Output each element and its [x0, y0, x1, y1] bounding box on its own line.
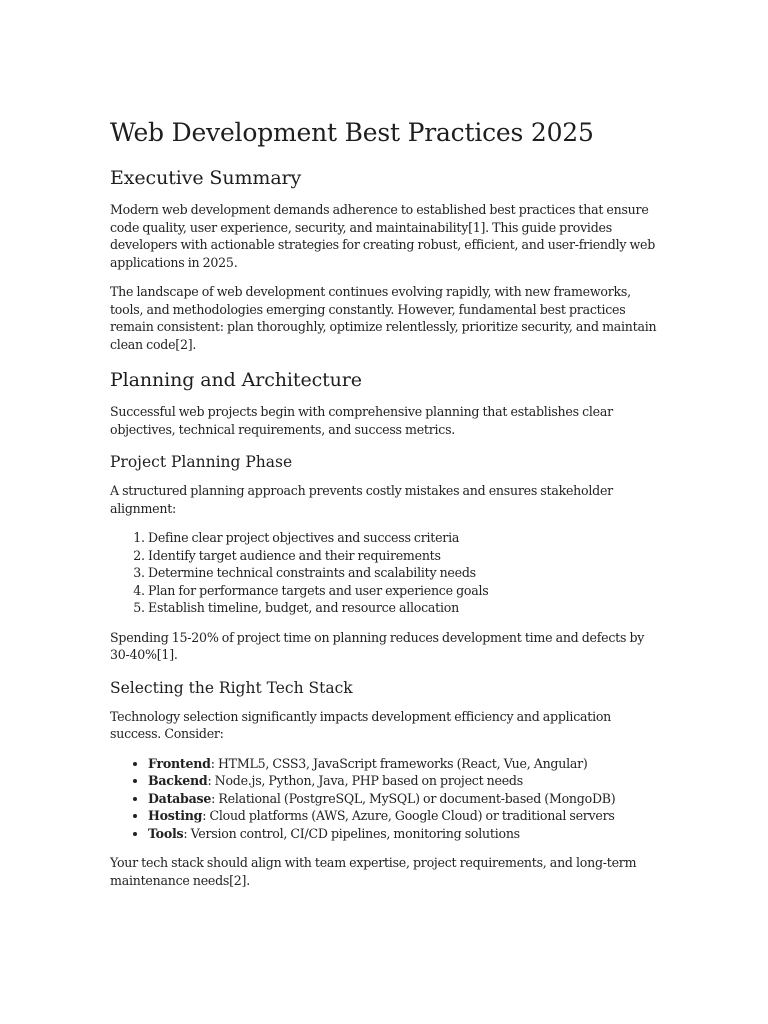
paragraph: A structured planning approach prevents costly mistakes and ensures stakeholder alignment:: [110, 483, 613, 516]
paragraph: The landscape of web development continues evolving rapidly, with new frameworks, tools, and methodologies emerging constantly. However, fundamental best practices remain consistent: plan thoroughly, optimize relentlessly, prioritize security, and maintain clean code[2].: [110, 284, 657, 352]
subsection-heading-tech-stack: Selecting the Right Tech Stack: [110, 678, 353, 697]
list-item: 4. Plan for performance targets and user experience goals: [148, 582, 658, 600]
section-heading-planning: Planning and Architecture: [110, 369, 362, 391]
paragraph: Successful web projects begin with comprehensive planning that establishes clear objectives, technical requirements, and success metrics.: [110, 404, 613, 437]
list-item: 5. Establish timeline, budget, and resource allocation: [148, 599, 658, 617]
bullet-list-tech-stack: [110, 755, 658, 843]
list-item-desc: : Cloud platforms (AWS, Azure, Google Cloud) or traditional servers: [202, 808, 615, 823]
list-item-term: Frontend: [148, 755, 211, 771]
paragraph: Technology selection significantly impacts development efficiency and application success. Consider:: [110, 708, 612, 741]
list-item-desc: : Node.js, Python, Java, PHP based on project needs: [207, 773, 523, 788]
list-item-desc: : Version control, CI/CD pipelines, monitoring solutions: [183, 825, 520, 841]
list-item: [148, 790, 658, 808]
list-item-term: Backend: [148, 773, 208, 788]
document-title: Web Development Best Practices 2025: [110, 118, 594, 147]
paragraph: Modern web development demands adherence to established best practices that ensure code quality, user experience, security, and maintainability[1]. This guide provides developers with actionable strategies for creating robust, efficient, and user-friendly web applications in 2025.: [110, 202, 656, 270]
list-item: 1. Define clear project objectives and success criteria: [148, 529, 658, 547]
list-item: 3. Determine technical constraints and scalability needs: [148, 564, 658, 582]
subsection-heading-project-planning: Project Planning Phase: [110, 453, 293, 471]
list-item-term: Tools: [148, 825, 184, 841]
list-item: [148, 755, 658, 773]
list-item: [148, 825, 658, 843]
document-page: [110, 113, 658, 901]
list-item-term: Database: [148, 790, 212, 806]
list-item-term: Hosting: [148, 808, 203, 823]
list-item: 2. Identify target audience and their requirements: [148, 547, 658, 565]
list-item: [148, 807, 658, 825]
list-item-desc: : Relational (PostgreSQL, MySQL) or document-based (MongoDB): [211, 790, 616, 806]
section-heading-executive-summary: Executive Summary: [110, 167, 302, 189]
paragraph: Spending 15-20% of project time on planning reduces development time and defects by 30-40%[1].: [110, 629, 645, 662]
paragraph: Your tech stack should align with team expertise, project requirements, and long-term maintenance needs[2].: [110, 855, 637, 888]
ordered-list-planning-steps: [110, 529, 658, 617]
list-item-desc: : HTML5, CSS3, JavaScript frameworks (React, Vue, Angular): [210, 755, 588, 771]
list-item: [148, 772, 658, 790]
